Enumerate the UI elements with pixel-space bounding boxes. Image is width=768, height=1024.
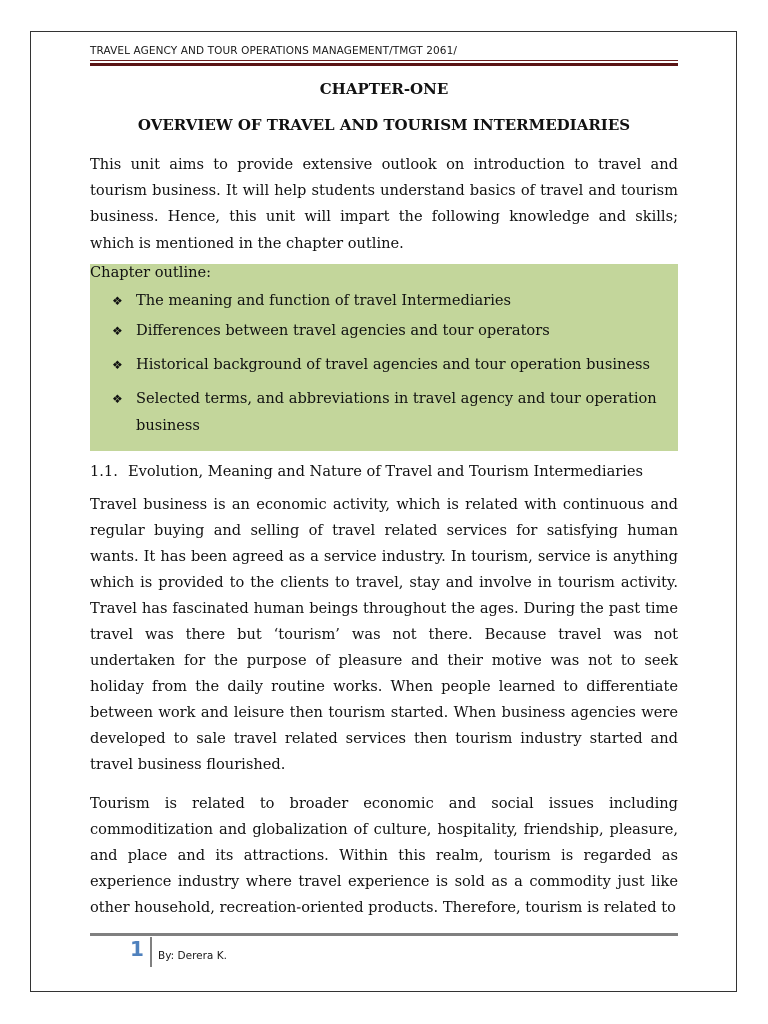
outline-item-text: Selected terms, and abbreviations in travel agency and tour operation business: [136, 390, 657, 434]
body-paragraph-2: Tourism is related to broader economic and social issues including commoditization and globalization of culture, hospitality, friendship, pleasure, and place and its attractions. Within this realm, tourism is regarded as experience industry where travel experience is sold as a commodity just like other household, recreation-oriented products. Therefore, tourism is related to: [90, 795, 678, 916]
section-heading: [90, 461, 678, 483]
running-header: TRAVEL AGENCY AND TOUR OPERATIONS MANAGEMENT/TMGT 2061/: [90, 45, 457, 57]
chapter-outline-label: Chapter outline:: [90, 264, 212, 281]
outline-item-text: Differences between travel agencies and tour operators: [136, 322, 550, 339]
diamond-bullet-icon: ❖: [112, 392, 123, 406]
outline-item: [112, 386, 678, 439]
outline-item: [112, 352, 678, 379]
intro-paragraph: This unit aims to provide extensive outlook on introduction to travel and tourism business. It will help students understand basics of travel and tourism business. Hence, this unit will impart the following knowledge and skills; which is mentioned in the chapter outline.: [90, 156, 678, 252]
diamond-bullet-icon: ❖: [112, 324, 123, 338]
page-number: 1: [130, 937, 144, 961]
diamond-bullet-icon: ❖: [112, 358, 123, 372]
outline-item-text: Historical background of travel agencies and tour operation business: [136, 356, 650, 373]
footer-divider: [150, 937, 152, 967]
outline-item-text: The meaning and function of travel Intermediaries: [136, 292, 511, 309]
chapter-subtitle: OVERVIEW OF TRAVEL AND TOURISM INTERMEDIARIES: [137, 116, 631, 134]
section-number: 1.1.: [90, 463, 118, 480]
header-rule-thick: [90, 63, 678, 66]
section-title: Evolution, Meaning and Nature of Travel and Tourism Intermediaries: [128, 463, 644, 480]
chapter-title: CHAPTER-ONE: [319, 80, 449, 98]
footer-rule: [90, 933, 678, 936]
diamond-bullet-icon: ❖: [112, 294, 123, 308]
footer-author: By: Derera K.: [158, 950, 227, 962]
outline-item: [112, 318, 678, 345]
outline-item: [112, 288, 678, 315]
header-rule-thin: [90, 60, 678, 61]
body-paragraph-1: Travel business is an economic activity, which is related with continuous and regular buying and selling of travel related services for satisfying human wants. It has been agreed as a service industry. In tourism, service is anything which is provided to the clients to travel, stay and involve in tourism activity. Travel has fascinated human beings throughout the ages. During the past time travel was there but ‘tourism’ was not there. Because travel was not undertaken for the purpose of pleasure and their motive was not to seek holiday from the daily routine works. When people learned to differentiate between work and leisure then tourism started. When business agencies were developed to sale travel related services then tourism industry started and travel business flourished.: [90, 496, 678, 773]
